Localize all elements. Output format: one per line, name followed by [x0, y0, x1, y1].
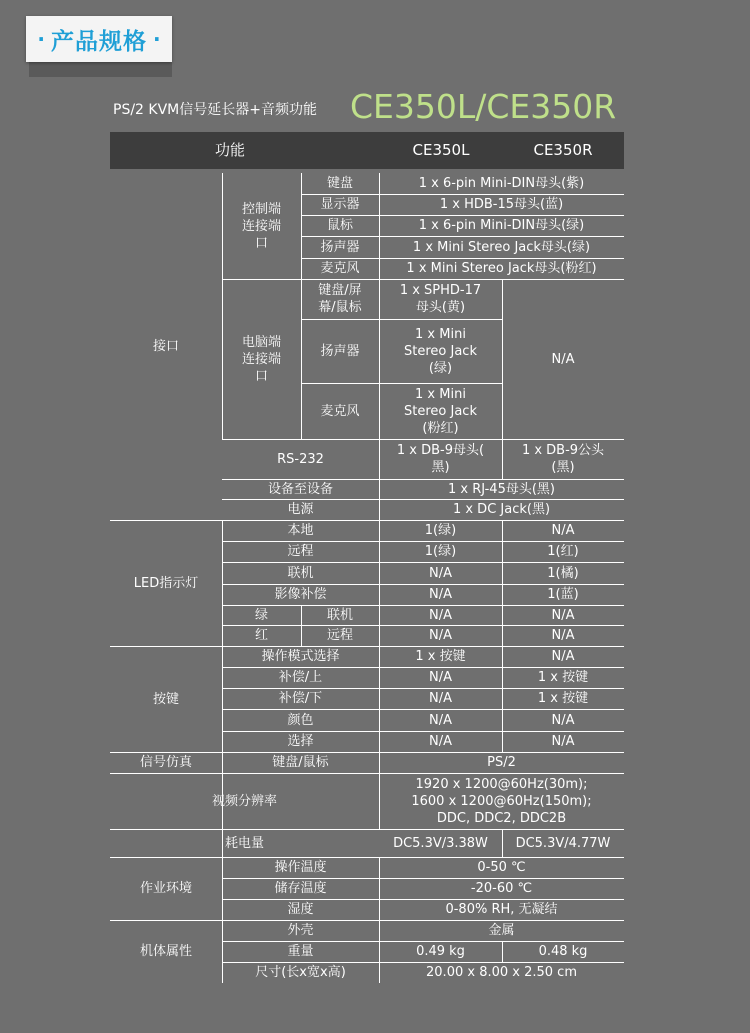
led-row-r: N/A: [551, 628, 575, 643]
value-weight-r: 0.48 kg: [538, 944, 588, 959]
led-row-l: N/A: [429, 587, 452, 602]
product-subtitle: PS/2 KVM信号延长器+音频功能: [113, 102, 317, 118]
led-row-label: 远程: [326, 628, 353, 643]
value-rs232-r: 1 x DB-9公头 (黑): [521, 443, 605, 475]
led-row-l: 1(绿): [424, 523, 457, 538]
led-row-l: N/A: [429, 607, 452, 623]
label-pc-mic: 麦克风: [320, 403, 360, 419]
value-keyboard: 1 x 6-pin Mini-DIN母头(紫): [418, 176, 585, 191]
button-row-r: N/A: [551, 649, 575, 664]
env-row-label: 操作温度: [274, 860, 327, 875]
value-rs232-l: 1 x DB-9母头( 黑): [396, 443, 485, 475]
label-monitor: 显示器: [320, 197, 360, 212]
label-led: LED指示灯: [133, 575, 199, 591]
header-ce350r: CE350R: [533, 141, 593, 159]
label-buttons: 按键: [152, 691, 179, 707]
button-row-l: 1 x 按键: [415, 649, 466, 664]
section-badge: [26, 16, 174, 62]
value-consumption-l: DC5.3V/3.38W: [393, 835, 488, 851]
label-console-port: 控制端 连接端 口: [241, 201, 281, 251]
label-mic: 麦克风: [320, 261, 360, 276]
badge-label: [26, 16, 172, 62]
led-row-l: N/A: [429, 565, 452, 581]
led-row-label: 联机: [326, 607, 353, 623]
value-device: 1 x RJ-45母头(黑): [447, 481, 555, 497]
label-pc-speaker: 扬声器: [320, 343, 360, 359]
button-row-l: N/A: [429, 691, 452, 706]
led-row-l: 1(绿): [424, 544, 457, 559]
led-row-r: 1(蓝): [547, 587, 579, 602]
button-row-l: N/A: [429, 712, 452, 728]
led-row-label: 联机: [287, 565, 314, 581]
label-device: 设备至设备: [267, 481, 333, 497]
env-row-value: 0-50 ℃: [477, 860, 526, 875]
label-size: 尺寸(长x宽x高): [255, 965, 346, 980]
button-row-label: 颜色: [287, 712, 314, 728]
env-row-value: 0-80% RH, 无凝结: [445, 902, 558, 917]
header-ce350l: CE350L: [412, 141, 470, 159]
button-row-label: 操作模式选择: [261, 649, 340, 664]
led-row-l: N/A: [429, 628, 452, 643]
label-rs232: RS-232: [277, 451, 324, 467]
value-video-resolution: 1920 x 1200@60Hz(30m); 1600 x 1200@60Hz(150m); DDC, DDC2, DDC2B: [411, 776, 592, 826]
value-housing: 金属: [488, 923, 515, 938]
value-mic: 1 x Mini Stereo Jack母头(粉红): [406, 261, 597, 276]
led-row-label: 远程: [287, 544, 314, 559]
label-power: 电源: [287, 502, 314, 517]
table-header: [110, 132, 624, 169]
button-row-r: N/A: [551, 734, 575, 749]
label-housing: 外壳: [287, 923, 314, 938]
value-consumption-r: DC5.3V/4.77W: [515, 835, 611, 851]
env-row-value: -20-60 ℃: [470, 881, 533, 896]
button-row-r: 1 x 按键: [537, 691, 589, 706]
button-row-r: N/A: [551, 712, 575, 728]
button-row-l: N/A: [429, 670, 452, 685]
label-speaker: 扬声器: [320, 239, 360, 255]
label-power-consumption: 耗电量: [224, 835, 264, 851]
button-row-r: 1 x 按键: [537, 670, 589, 685]
value-signal: PS/2: [487, 755, 516, 770]
label-led-red: 红: [254, 628, 268, 643]
label-physical: 机体属性: [139, 944, 192, 959]
bullet-dot-icon: ·: [153, 27, 161, 51]
label-signal-type: 键盘/鼠标: [272, 755, 329, 770]
label-interface: 接口: [152, 339, 179, 354]
button-row-label: 补偿/下: [278, 691, 323, 706]
button-row-label: 补偿/上: [278, 670, 323, 685]
led-row-r: 1(橘): [547, 565, 579, 581]
env-row-label: 储存温度: [274, 881, 327, 896]
value-monitor: 1 x HDB-15母头(蓝): [439, 197, 564, 212]
value-pc-mic: 1 x Mini Stereo Jack (粉红): [404, 386, 477, 436]
env-row-label: 湿度: [287, 902, 314, 917]
value-speaker: 1 x Mini Stereo Jack母头(绿): [412, 239, 591, 255]
value-size: 20.00 x 8.00 x 2.50 cm: [426, 965, 577, 980]
button-row-l: N/A: [429, 734, 452, 749]
led-row-r: N/A: [551, 523, 575, 538]
header-function: 功能: [214, 141, 245, 159]
label-keyboard: 键盘: [326, 176, 353, 191]
bullet-dot-icon: ·: [37, 27, 45, 51]
label-kvm: 键盘/屏 幕/鼠标: [318, 283, 362, 315]
led-row-r: N/A: [551, 607, 575, 623]
label-mouse: 鼠标: [326, 218, 353, 233]
label-weight: 重量: [287, 944, 314, 959]
badge-title: 产品规格: [51, 28, 147, 55]
value-mouse: 1 x 6-pin Mini-DIN母头(绿): [418, 218, 585, 233]
value-computer-na: N/A: [551, 351, 575, 367]
label-signal-emulation: 信号仿真: [139, 755, 192, 770]
label-video-resolution: 视频分辨率: [211, 793, 277, 809]
button-row-label: 选择: [287, 734, 314, 749]
label-computer-port: 电脑端 连接端 口: [241, 334, 281, 384]
value-pc-speaker: 1 x Mini Stereo Jack (绿): [404, 326, 477, 376]
label-environment: 作业环境: [139, 881, 192, 896]
led-row-r: 1(红): [547, 544, 579, 559]
value-power: 1 x DC Jack(黑): [452, 502, 551, 517]
led-row-label: 影像补偿: [274, 587, 327, 602]
label-led-green: 绿: [254, 607, 268, 623]
value-weight-l: 0.49 kg: [416, 944, 465, 959]
led-row-label: 本地: [287, 523, 314, 538]
value-kvm: 1 x SPHD-17 母头(黄): [399, 283, 482, 315]
model-title: CE350L/CE350R: [350, 87, 617, 126]
